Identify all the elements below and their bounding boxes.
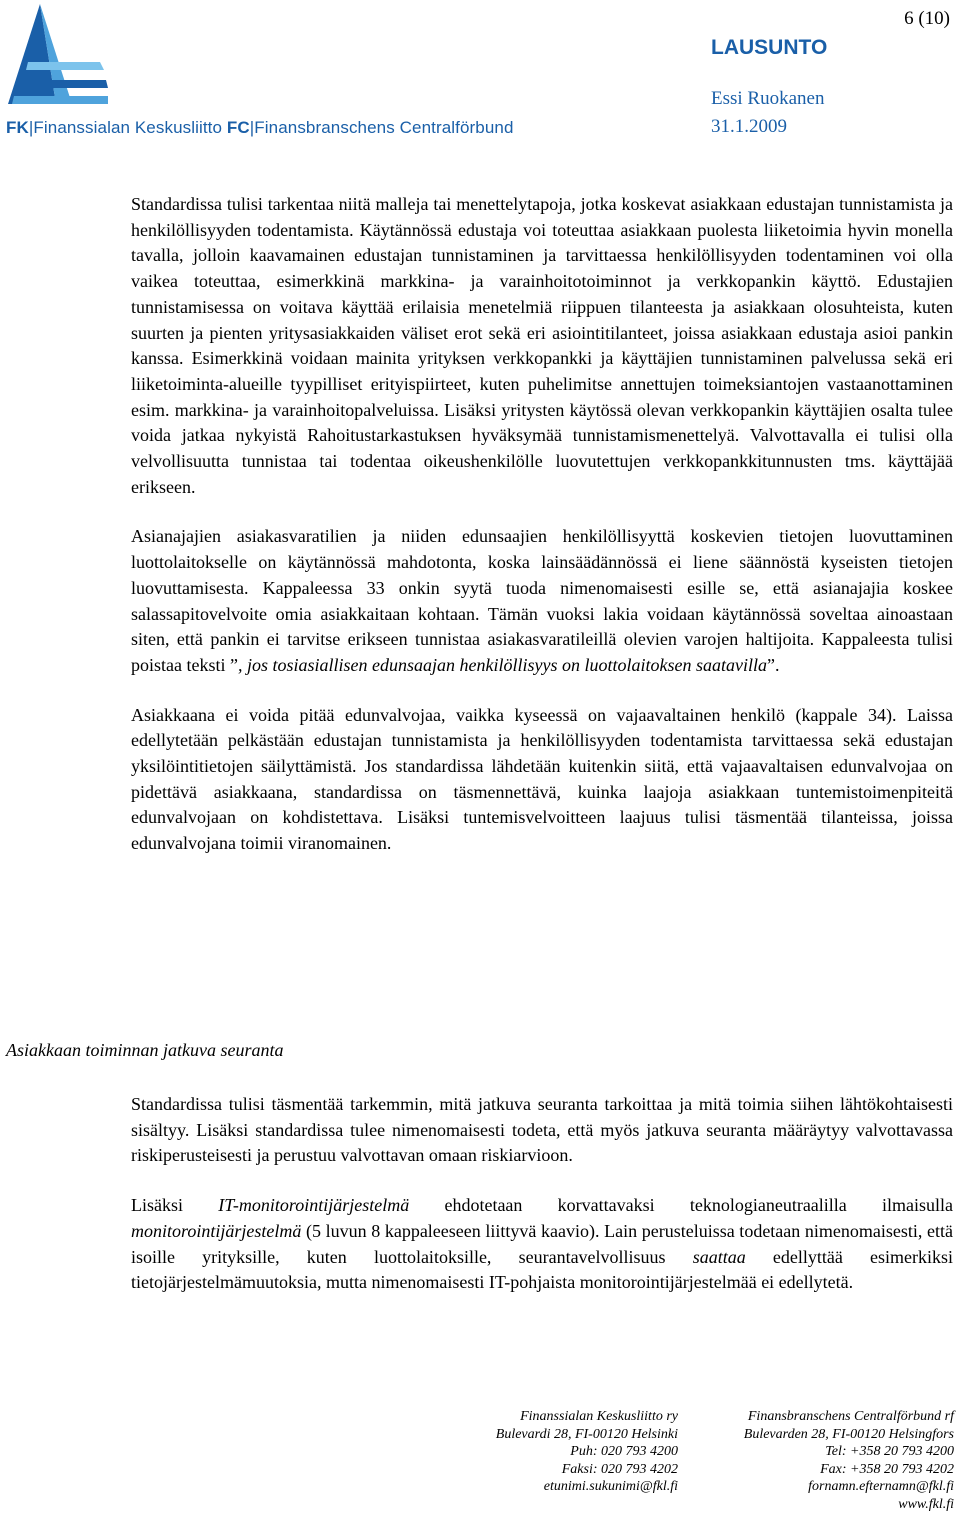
- org-fk-abbr: FK: [6, 118, 29, 137]
- paragraph-it-monitoring: [131, 1193, 953, 1296]
- footer-finnish-address: [496, 1408, 678, 1496]
- footer-line: Puh: 020 793 4200: [570, 1444, 678, 1459]
- footer-line: Fax: +358 20 793 4202: [820, 1461, 954, 1477]
- quote-end: ”.: [766, 654, 780, 675]
- org-fc-abbr: FC: [226, 118, 250, 137]
- document-date: 31.1.2009: [711, 116, 787, 137]
- footer-line: Finansbranschens Centralförbund rf: [747, 1409, 954, 1424]
- paragraph-monitoring: Standardissa tulisi täsmentää tarkemmin, mitä jatkuva seuranta tarkoittaa ja mitä toimia siihen lähtökohtaisesti sisältyy. Lisäksi standardissa tulee nimenomaisesti todeta, että myös jatkuva seuranta määräytyy valvottavassa riskiperusteisesti ja perustuu valvottavan omaan riskiarvioon.: [131, 1094, 953, 1166]
- footer-line: Bulevardi 28, FI-00120 Helsinki: [495, 1426, 678, 1442]
- footer-swedish-address: [744, 1408, 954, 1513]
- body-section-1: [131, 192, 953, 881]
- organisation-line: FK|Finanssialan Keskusliitto FC|Finansbranschens Centralförbund: [6, 118, 514, 137]
- footer-line: Tel: +358 20 793 4200: [825, 1444, 954, 1459]
- text-run: (5 luvun 8 kappaleeseen liittyvä kaavio). Lain perusteluissa todetaan nimenomaisesti, että isoille yrityksille, kuten luottolaitoksille, seurantavelvollisuus: [131, 1220, 953, 1267]
- org-fk-name: Finanssialan Keskusliitto: [33, 118, 223, 137]
- footer-email: etunimi.sukunimi@fkl.fi: [543, 1479, 678, 1494]
- text-run: edellyttää esimerkiksi tietojärjestelmämuutoksia, mutta nimenomaisesti IT-pohjaista monitorointijärjestelmää ei edellytetä.: [131, 1246, 953, 1293]
- section-heading-monitoring: Asiakkaan toiminnan jatkuva seuranta: [6, 1040, 284, 1060]
- paragraph-lawyers-text: Asianajajien asiakasvaratilien ja niiden edunsaajien henkilöllisyyttä koskevien tietojen luovuttaminen luottolaitokselle on käytännössä mahdotonta, koska lainsäädännössä ei liene säännöstä kyseisten tietojen luovuttamisesta. Kappaleessa 33 onkin syytä tuoda nimenomaisesti esille se, että asianajajia koskee salassapitovelvoite omia asiakkaitaan kohtaan. Tämän vuoksi lakia voidaan käytännössä soveltaa ainoastaan siten, että pankin ei tarvitse erikseen tunnistaa asiakasvaratileillä olevien varojen haltijoita. Kappaleesta tulisi poistaa teksti ”: [131, 526, 953, 675]
- org-fc-name: Finansbranschens Centralförbund: [254, 118, 514, 137]
- body-section-2: [131, 1092, 953, 1320]
- italic-term: monitorointijärjestelmä: [131, 1220, 302, 1241]
- paragraph-representative: Standardissa tulisi tarkentaa niitä malleja tai menettelytapoja, jotka koskevat asiakkaan edustajan tunnistamista ja henkilöllisyyden todentamista. Käytännössä edustaja voi toteuttaa asiakkaan puolesta liiketoimia hyvin monella tavalla, jolloin kaavamainen edustajan tunnistaminen ja tarvittaessa henkilöllisyyden todentaminen voi olla vaikea toteuttaa, esimerkkinä markkina- ja varainhoitotoiminnot ja verkkopankin käyttö. Edustajien tunnistamisessa on voitava käyttää erilaisia menetelmiä riippuen tilanteesta ja asiakkaan olosuhteista, kuten suurten ja pienten yritysasiakkaiden väliset erot sekä eri asiointitilanteet, joissa asiakkaan edustaja asioi pankin kanssa. Esimerkkinä voidaan mainita yrityksen verkkopankki ja käyttäjien tunnistaminen palvelussa sekä eri liiketoiminta-alueille tyypilliset erityispiirteet, kuten puhelimitse annettujen toimeksiantojen vastaanottaminen esim. markkina- ja varainhoitopalveluissa. Lisäksi yritysten käytössä olevan verkkopankin käyttäjien osalta tulee voida jatkaa nykyistä Rahoitustarkastuksen hyväksymää tunnistamismenettelyä. Valvottavalla ei tulisi olla velvollisuutta tunnistaa tai todentaa oikeushenkilölle luovutettujen verkkopankkitunnusten tms. käyttäjää erikseen.: [131, 194, 953, 497]
- quoted-text: , jos tosiasiallisen edunsaajan henkilöllisyys on luottolaitoksen saatavilla: [237, 654, 767, 675]
- text-run: Lisäksi: [131, 1195, 219, 1216]
- footer-website: www.fkl.fi: [898, 1496, 954, 1512]
- document-type: LAUSUNTO: [711, 36, 828, 59]
- italic-term: saattaa: [692, 1246, 746, 1267]
- footer-email: fornamn.efternamn@fkl.fi: [808, 1479, 954, 1494]
- paragraph-lawyers: [131, 524, 953, 678]
- footer-line: Bulevarden 28, FI-00120 Helsingfors: [743, 1426, 954, 1442]
- footer-line: Finanssialan Keskusliitto ry: [520, 1409, 678, 1424]
- paragraph-guardian: Asiakkaana ei voida pitää edunvalvojaa, vaikka kyseessä on vajaavaltainen henkilö (kappale 34). Laissa edellytetään pelkästään edustajan tunnistamista ja henkilöllisyyden todentamista tarvittaessa sekä edustajan yksilöintitietojen säilyttämistä. Jos standardissa lähdetään kuitenkin siitä, että vajaavaltaisen edunvalvojaa on pidettävä asiakkaana, standardissa on täsmennettävä, kuinka laajoja asiakkaan tuntemistoimenpiteitä edunvalvojaan on kohdistettava. Lisäksi tuntemisvelvoitteen laajuus tulisi täsmentää tilanteissa, joissa edunvalvojana toimii viranomainen.: [131, 704, 953, 854]
- text-run: ehdotetaan korvattavaksi teknologianeutraalilla ilmaisulla: [409, 1195, 954, 1216]
- author: Essi Ruokanen: [711, 88, 825, 109]
- footer-line: Faksi: 020 793 4202: [561, 1461, 678, 1477]
- fk-logo-icon: [0, 0, 110, 106]
- page-number: 6 (10): [904, 8, 950, 29]
- italic-term: IT-monitorointijärjestelmä: [218, 1195, 410, 1216]
